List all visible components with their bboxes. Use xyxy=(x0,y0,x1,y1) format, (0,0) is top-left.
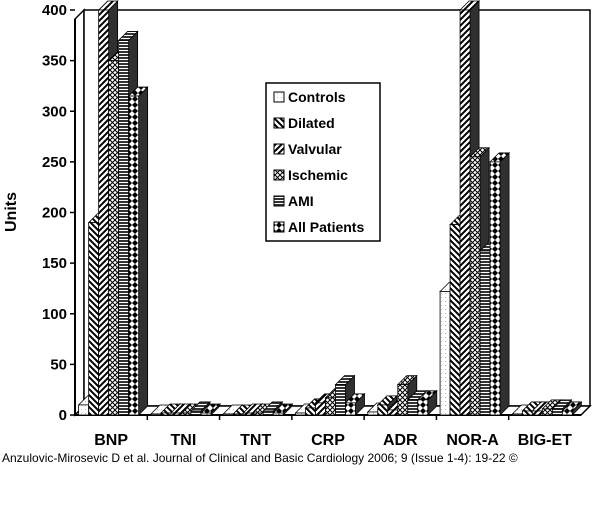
y-tick-label: 250 xyxy=(41,153,67,171)
legend-box xyxy=(266,83,380,241)
x-tick-label: TNI xyxy=(170,432,197,449)
legend-swatch xyxy=(274,92,284,102)
legend-label: Controls xyxy=(288,89,346,105)
legend-label: Valvular xyxy=(288,141,342,157)
legend-swatch xyxy=(274,170,284,180)
legend-swatch xyxy=(274,144,284,154)
x-tick-label: CRP xyxy=(311,432,345,449)
legend-label: AMI xyxy=(288,193,314,209)
legend xyxy=(266,83,380,241)
source-caption: Anzulovic-Mirosevic D et al. Journal of Clinical and Basic Cardiology 2006; 9 (Issue 1-4): 19-22 © xyxy=(2,451,518,465)
y-tick-label: 200 xyxy=(41,204,67,222)
y-tick-label: 350 xyxy=(41,52,67,70)
y-tick-label: 150 xyxy=(41,255,67,273)
y-tick-label: 100 xyxy=(41,305,67,323)
x-tick-label: BIG-ET xyxy=(517,432,572,449)
side-wall xyxy=(75,10,84,415)
bar xyxy=(490,153,509,415)
y-tick-label: 400 xyxy=(41,2,67,19)
legend-label: Dilated xyxy=(288,115,335,131)
y-tick-label: 300 xyxy=(41,103,67,121)
x-tick-label: TNT xyxy=(240,432,272,449)
legend-swatch xyxy=(274,118,284,128)
x-tick-label: BNP xyxy=(94,432,129,449)
bar xyxy=(129,87,148,415)
y-axis-title: Units xyxy=(3,192,20,232)
y-tick-label: 0 xyxy=(58,407,67,424)
legend-swatch xyxy=(274,196,284,206)
legend-swatch xyxy=(274,222,284,232)
legend-label: Ischemic xyxy=(288,167,348,183)
y-tick-label: 50 xyxy=(50,356,67,374)
legend-label: All Patients xyxy=(288,219,365,235)
x-tick-label: ADR xyxy=(382,432,418,449)
x-tick-label: NOR-A xyxy=(446,432,499,449)
